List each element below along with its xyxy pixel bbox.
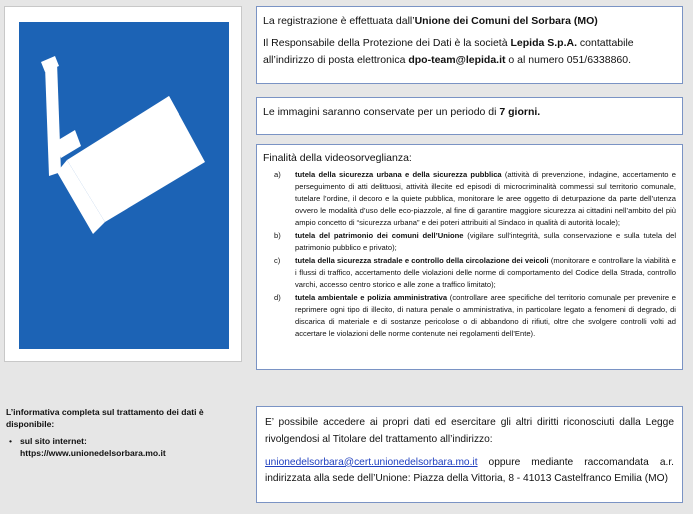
purpose-item [263, 169, 676, 229]
full-notice-info [6, 406, 246, 459]
website-url[interactable]: https://www.unionedelsorbara.mo.it [20, 448, 166, 459]
cctv-camera-icon [19, 22, 229, 349]
cctv-sign-blue-panel [19, 22, 229, 349]
purpose-title: tutela ambientale e polizia amministrativa [295, 293, 448, 303]
purpose-marker: c) [274, 256, 281, 266]
purpose-title: tutela del patrimonio dei comuni dell’Unione [295, 231, 464, 241]
purpose-item [263, 230, 676, 254]
purposes-list [263, 169, 676, 340]
rights-box [256, 406, 683, 503]
rights-paragraph: E’ possibile accedere ai propri dati ed esercitare gli altri diritti riconosciuti dalla Legge rivolgendosi al Titolare del trattamento all’indirizzo: [265, 417, 674, 445]
controller-info-box [256, 6, 683, 84]
purpose-marker: d) [274, 293, 281, 303]
retention-period: 7 giorni. [499, 106, 541, 118]
controller-line [263, 13, 676, 29]
purpose-marker: a) [274, 170, 281, 180]
purpose-description: (monitorare e controllare la viabilità e i flussi di traffico, accertamento delle violazioni delle norme di comportamento del Codice della Strada, controllo varchi, accesso centro storico e alle zone a traffico limitato); [295, 256, 676, 290]
purpose-description: (attività di prevenzione, indagine, accertamento e perseguimento di atti delittuosi, attività illecite ed episodi di microcriminalità commessi sul territorio comunale, tutelare l’ordine, il decoro e la quiete pubblica, monitorare le aree oggetto di deturpazione da parte dell’utenza ovvero le modalità d’uso delle eco-piazzole, al fine di garantire maggiore sicurezza ai cittadini nell’ambito del più ampio concetto di “sicurezza urbana” e dei poteri attribuiti al Sindaco in qualità di autorità locale); [295, 170, 676, 228]
retention-line [263, 104, 676, 120]
purpose-marker: b) [274, 231, 281, 241]
purpose-description: (controllare aree specifiche del territorio comunale per prevenire e reprimere ogni tipo di illecito, di natura penale o amministrativa, in particolare legato a fenomeni di degrado, di discarica di materiale e di sostanze pericolose o di abbandono di rifiuti, oltre che svolgere controlli volti ad accertare le violazioni delle norme contenute nei regolamenti dell’Ente). [295, 293, 676, 339]
dpo-text: Il Responsabile della Protezione dei Dati è la società [263, 37, 511, 50]
pec-email-link[interactable]: unionedelsorbara@cert.unionedelsorbara.mo.it [265, 456, 478, 468]
controller-text: La registrazione è effettuata dall’ [263, 15, 415, 27]
website-label: sul sito internet: [20, 436, 87, 447]
purpose-item [263, 255, 676, 291]
retention-box [256, 97, 683, 135]
purpose-description: (vigilare sull’integrità, sulla conservazione e sulla tutela del patrimonio pubblico e privato); [295, 231, 677, 253]
purpose-title: tutela della sicurezza stradale e controllo della circolazione dei veicoli [295, 256, 549, 266]
bullet-icon: • [9, 436, 13, 447]
full-notice-list [6, 435, 246, 459]
dpo-phone-text: o al numero 051/6338860. [505, 53, 632, 66]
dpo-company: Lepida S.p.A. [510, 37, 577, 50]
dpo-text-mid: contattabile all’indirizzo di posta elettronica [263, 37, 634, 66]
purposes-box [256, 144, 683, 370]
dpo-line [263, 35, 676, 68]
cctv-sign [4, 6, 242, 362]
full-notice-heading: L’informativa completa sul trattamento dei dati è disponibile: [6, 407, 204, 430]
purpose-title: tutela della sicurezza urbana e della sicurezza pubblica [295, 170, 502, 180]
purpose-item [263, 292, 676, 340]
retention-text: Le immagini saranno conservate per un periodo di [263, 106, 500, 118]
rights-contact [265, 455, 674, 489]
full-notice-item [6, 435, 246, 459]
purposes-heading: Finalità della videosorveglianza: [263, 152, 412, 164]
dpo-email: dpo-team@lepida.it [408, 53, 506, 66]
controller-name: Unione dei Comuni del Sorbara (MO) [414, 15, 598, 27]
rights-address-text: oppure mediante raccomandata a.r. indirizzata alla sede dell’Unione: Piazza della Vittoria, 8 - 41013 Castelfranco Emilia (MO) [265, 456, 674, 485]
